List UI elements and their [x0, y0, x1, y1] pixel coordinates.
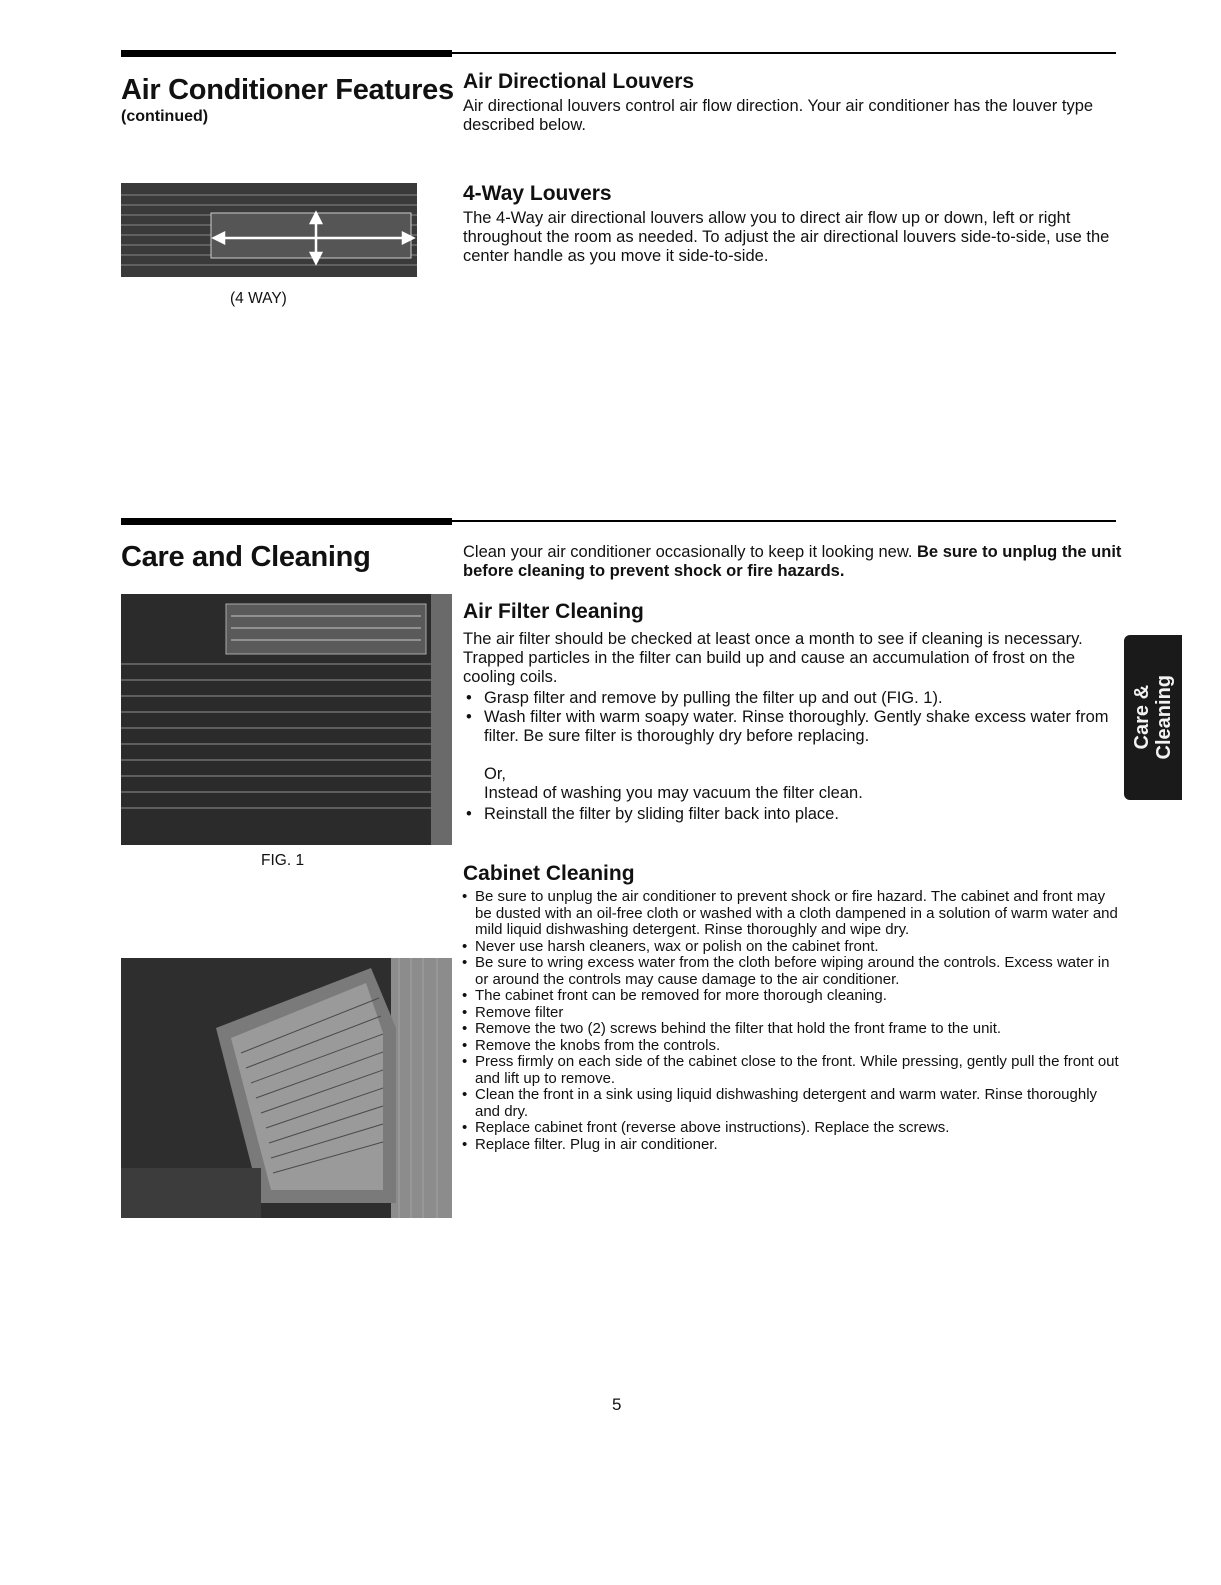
section-rule-thin [452, 52, 1116, 54]
louvers-text: Air directional louvers control air flow direction. Your air conditioner has the louver type described below. [463, 97, 1094, 134]
filter-steps-list-end [463, 805, 1123, 824]
list-item: • Wash filter with warm soapy water. Rinse thoroughly. Gently shake excess water from filter. Be sure filter is thoroughly dry before replacing. [463, 708, 1123, 746]
cabinet-steps-list [461, 889, 1121, 1153]
cabinet-heading: Cabinet Cleaning [463, 862, 635, 885]
four-way-louver-image [121, 183, 417, 277]
section-rule-thick [121, 50, 452, 57]
list-item: • Clean the front in a sink using liquid dishwashing detergent and warm water. Rinse thoroughly and dry. [461, 1087, 1121, 1120]
care-cleaning-side-tab [1124, 635, 1182, 800]
list-item: • Never use harsh cleaners, wax or polish on the cabinet front. [461, 939, 1121, 956]
cabinet-front-removal-image [121, 958, 452, 1218]
features-title: Air Conditioner Features [121, 74, 454, 106]
list-item: • Grasp filter and remove by pulling the filter up and out (FIG. 1). [463, 689, 1123, 708]
features-subtitle: (continued) [121, 108, 209, 125]
care-title: Care and Cleaning [121, 541, 371, 573]
list-item: • Press firmly on each side of the cabinet close to the front. While pressing, gently pull the front out and lift up to remove. [461, 1054, 1121, 1087]
page-number: 5 [612, 1395, 622, 1414]
list-item: • Be sure to wring excess water from the cloth before wiping around the controls. Excess water in or around the controls may cause damage to the air conditioner. [461, 955, 1121, 988]
list-item: • The cabinet front can be removed for more thorough cleaning. [461, 988, 1121, 1005]
list-item: • Replace filter. Plug in air conditioner. [461, 1137, 1121, 1154]
fourway-text: The 4-Way air directional louvers allow you to direct air flow up or down, left or right throughout the room as needed. To adjust the air directional louvers side-to-side, use the center handle as you move it side-to-side. [463, 209, 1110, 265]
list-item: • Replace cabinet front (reverse above instructions). Replace the screws. [461, 1120, 1121, 1137]
care-intro [463, 543, 1123, 581]
filter-removal-image [121, 594, 452, 845]
list-item: • Remove the knobs from the controls. [461, 1038, 1121, 1055]
list-item: • Remove the two (2) screws behind the filter that hold the front frame to the unit. [461, 1021, 1121, 1038]
fourway-heading: 4-Way Louvers [463, 182, 612, 205]
section-rule-thin [452, 520, 1116, 522]
filter-alternative: Instead of washing you may vacuum the filter clean. [484, 784, 863, 802]
filter-or: Or, [484, 765, 507, 783]
filter-steps-list [463, 689, 1123, 746]
fig1-caption: FIG. 1 [261, 852, 305, 869]
four-way-caption: (4 WAY) [230, 290, 287, 307]
louvers-heading: Air Directional Louvers [463, 70, 695, 93]
section-rule-thick [121, 518, 452, 525]
side-tab-label: Care & Cleaning [1131, 675, 1175, 760]
list-item: • Be sure to unplug the air conditioner to prevent shock or fire hazard. The cabinet and front may be dusted with an oil-free cloth or washed with a cloth dampened in a solution of warm water and mild liquid dishwashing detergent. Rinse thoroughly and wipe dry. [461, 889, 1121, 939]
filter-text: The air filter should be checked at least once a month to see if cleaning is necessary. Trapped particles in the filter can build up and cause an accumulation of frost on the cooling coils. [463, 630, 1083, 686]
filter-heading: Air Filter Cleaning [463, 600, 644, 623]
care-intro-text: Clean your air conditioner occasionally to keep it looking new. [463, 543, 918, 561]
care-intro-warning: Be sure to unplug the unit before cleaning to prevent shock or fire hazards. [463, 543, 1122, 580]
list-item: • Reinstall the filter by sliding filter back into place. [463, 805, 1123, 824]
list-item: • Remove filter [461, 1005, 1121, 1022]
